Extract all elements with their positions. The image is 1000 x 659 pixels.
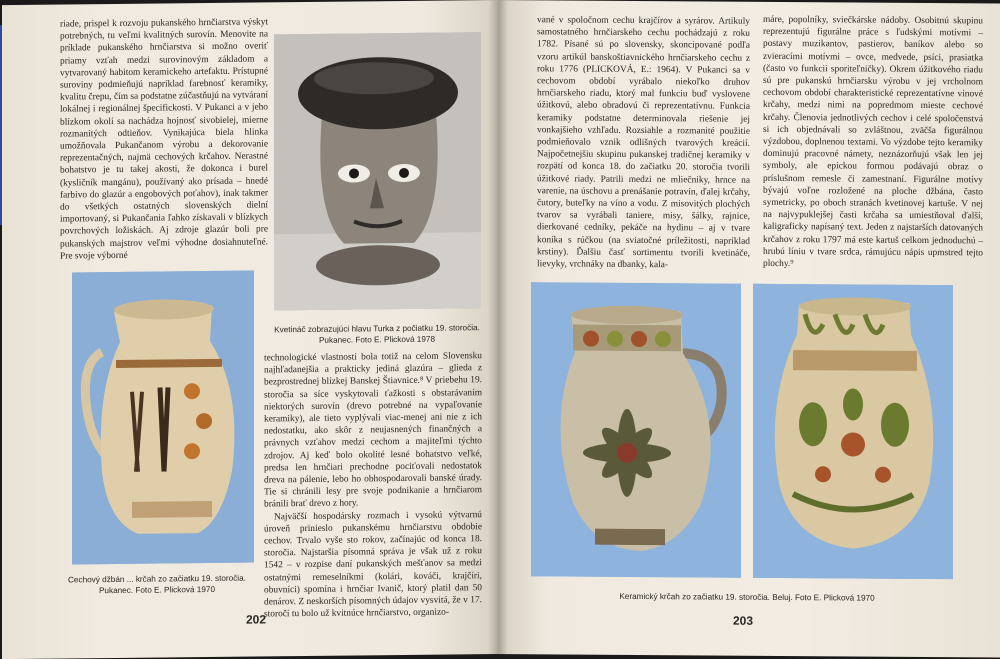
right-text-col1 [537,14,750,271]
turk-head-pot-photo [274,32,481,310]
left-text-bottom [264,350,482,620]
left-page [2,0,497,659]
page-number-right: 203 [733,613,754,628]
caption-guild-jug: Cechový džbán ... krčah zo začiatku 19. storočia. Pukanec. Foto E. Plicková 1970 [68,573,246,596]
left-text-top [60,16,268,266]
page-number-left: 202 [246,612,267,627]
ceramic-jug-photo-1 [531,282,741,577]
caption-turk-head-pot: Kvetináč zobrazujúci hlavu Turka z počiatku 19. storočia. Pukanec. Foto E. Plicková 1978 [274,323,480,345]
left-paragraph-bottom-2: Najväčší hospodársky rozmach i vysokú výtvarnú úroveň prinieslo pukanskému hrnčiarstvu obdobie cechov. Trvalo vyše sto rokov, začínajúc od konca 18. storočia. Najstaršia písomná správa je však už z roku 1542 – v rozpise daní pukanských mešťanov sa medzi ostatnými remeselníkmi (kolári, kováči, krajčíri, obuvníci) spomína i hrnčiar Ivanič, ktorý platil dan 50 denárov. Z neskorších písomných údajov vysvitá, že v 17. storočí tu bolo už kvitnúce hrnčiarstvo, organizo- [264,509,482,620]
right-paragraph-col1: vané v spoločnom cechu krajčírov a syrárov. Artikuly samostatného hrnčiarskeho cechu pochádzajú z roku 1782. Písané sú po slovensky, skoncipované podľa vzoru artikúl banskoštiavnického hrnčiarskeho cechu z roku 1776 (PLICKOVÁ, E.: 1964). V Pukanci sa v cechovom období vyrábalo niekoľko druhov hrnčiarskeho riadu, ktorý mal funkciu buď vyslovene úžitkovú, alebo obradovú či reprezentatívnu. Funkcia keramiky podstatne determinovala riešenie jej vonkajšieho vzhľadu. Rozsiahle a rozmanité použitie podmieňovalo vznik odlišných tvarových kreácií. Najpočetnejšiu skupinu pukanskej tradičnej keramiky v rozpätí od konca 18. do začiatku 20. storočia tvorili úžitkové riady. Patrili medzi ne mliečniky, hrnce na varenie, na úschovu a prenášanie potravín, ďalej krčahy, čutory, buteľky na víno a vodu. Z misovitých plochých tvarov sa vyrábali taniere, misy, šálky, rajnice, dierkované cedníky, pekáče na hydinu – aj v tvare koníka s rúčkou (na sviatočné príležitosti, napríklad krstiny). Ďalšiu časť sortimentu tvorili kvetináče, lievyky, vrchnáky na dbanky, kala- [537,15,750,271]
right-paragraph-col2: máre, popolníky, sviečkárske nádoby. Osobitnú skupinu reprezentujú figurálne práce s ľudskými motívmi – postavy muzikantov, pastierov, baníkov alebo so zvieracími motívmi – ovce, medvede, psíci, prasiatka (často vo funkcii sporiteľničky). Okrem úžitkového riadu sú pre pukanskú hrnčiarsku výrobu v jej vrcholnom cechovom období charakteristické reprezentatívne vínové krčahy, medzi nimi na popredmom mieste cechové krčahy. Členovia jednotlivých cechov i celé spoločenstvá si ich objednávali so zvláštnou, zväčša figurálnou výzdobou, doplnenou textami. Vo výzdobe tejto keramiky dominujú pracovné námety, neznázorňujú však len jej symboly, ale epickou formou podávajú obraz o príslušnom remesle či zamestnaní. Figurálne motívy bývajú voľne rozložené na ploche džbána, často symetricky, po oboch stranách kvetinovej kartuše. V nej na najvypuklejšej časti krčaha sa umiestňoval ďalší, kaligraficky napísaný text. Jeden z najstarších datovaných krčahov z roku 1797 má este kartuš celkom jednoduchú – hrubú líniu v tvare srdca, rámujúcu nápis upmstred tejto plochy.⁹ [763,14,983,270]
right-page [497,0,1000,658]
caption-ceramic-jugs: Keramický krčah zo začiatku 19. storočia. Beluj. Foto E. Plicková 1970 [619,591,875,603]
left-paragraph-top: riade, prispel k rozvoju pukanského hrnčiarstva výskyt potrebných, tu veľmi kvalitných surovín. Menovite na príklade pukanského hrnčiarstva si možno overiť priamy vzťah medzi surovinovým základom a vytvarovaný habitom keramickeho artefaktu. Prístupné suroviny podmieňujú napríklad farebnosť keramiky, kvalitu črepu, čím sa podstatne zúčastňujú na vytváraní lokálnej i regionálnej špecifickosti. V Pukanci a v jeho blízkom okolí sa nachádza hojnosť sivobielej, mierne rozmanitých odtieňov. Vynikajúca biela hlinka umožňovala Pukančanom výrobu a dekorovanie reprezentačných, najmä cechových krčahov. Nerastné bohatstvo je tu takej akosti, že dokonca i burel (kysličník mangánu), používaný ako prísada – hnedé farbivo do glazúr a engobových poťahov), inak takmer do všetkých ostatných slovenských dielní importovaný, si Pukančania ľahko získavali v blízkych povrchových ložiskách. Aj zdroje glazúr boli pre pukanských majstrov veľmi výhodne dosiahnuteľné. Pre svoje výborné [60,17,268,262]
guild-jug-photo [72,271,254,565]
left-paragraph-bottom-1: technologické vlastnosti bola totiž na celom Slovensku najhľadanejšia a prakticky jediná glazúra – glieda z bezprostrednej blízkej Banskej Štiavnice.⁸ V priebehu 19. storočia sa síce vyskytovali ťažkosti s obstarávaním niektorých surovín (drevo potrebné na vypaľovanie keramiky), ale tieto vyplývali viac-menej ani nie z ich nedostatku, ako skôr z neujasnených finančných a právnych vzťahov medzi cechom a majiteľmi týchto zdrojov. Aj keď bolo okolité lesné bohatstvo veľké, predsa len hrnčiari prechodne pociťovali nedostatok dreva na pálenie, lebo ho obhospodarovali banské úrady. Tie si chránili lesy pre svoje podnikanie a hrnčiarom bránili brať drevo z hory. [264,351,482,510]
right-text-col2 [763,14,983,268]
ceramic-jug-photo-2 [753,284,953,579]
